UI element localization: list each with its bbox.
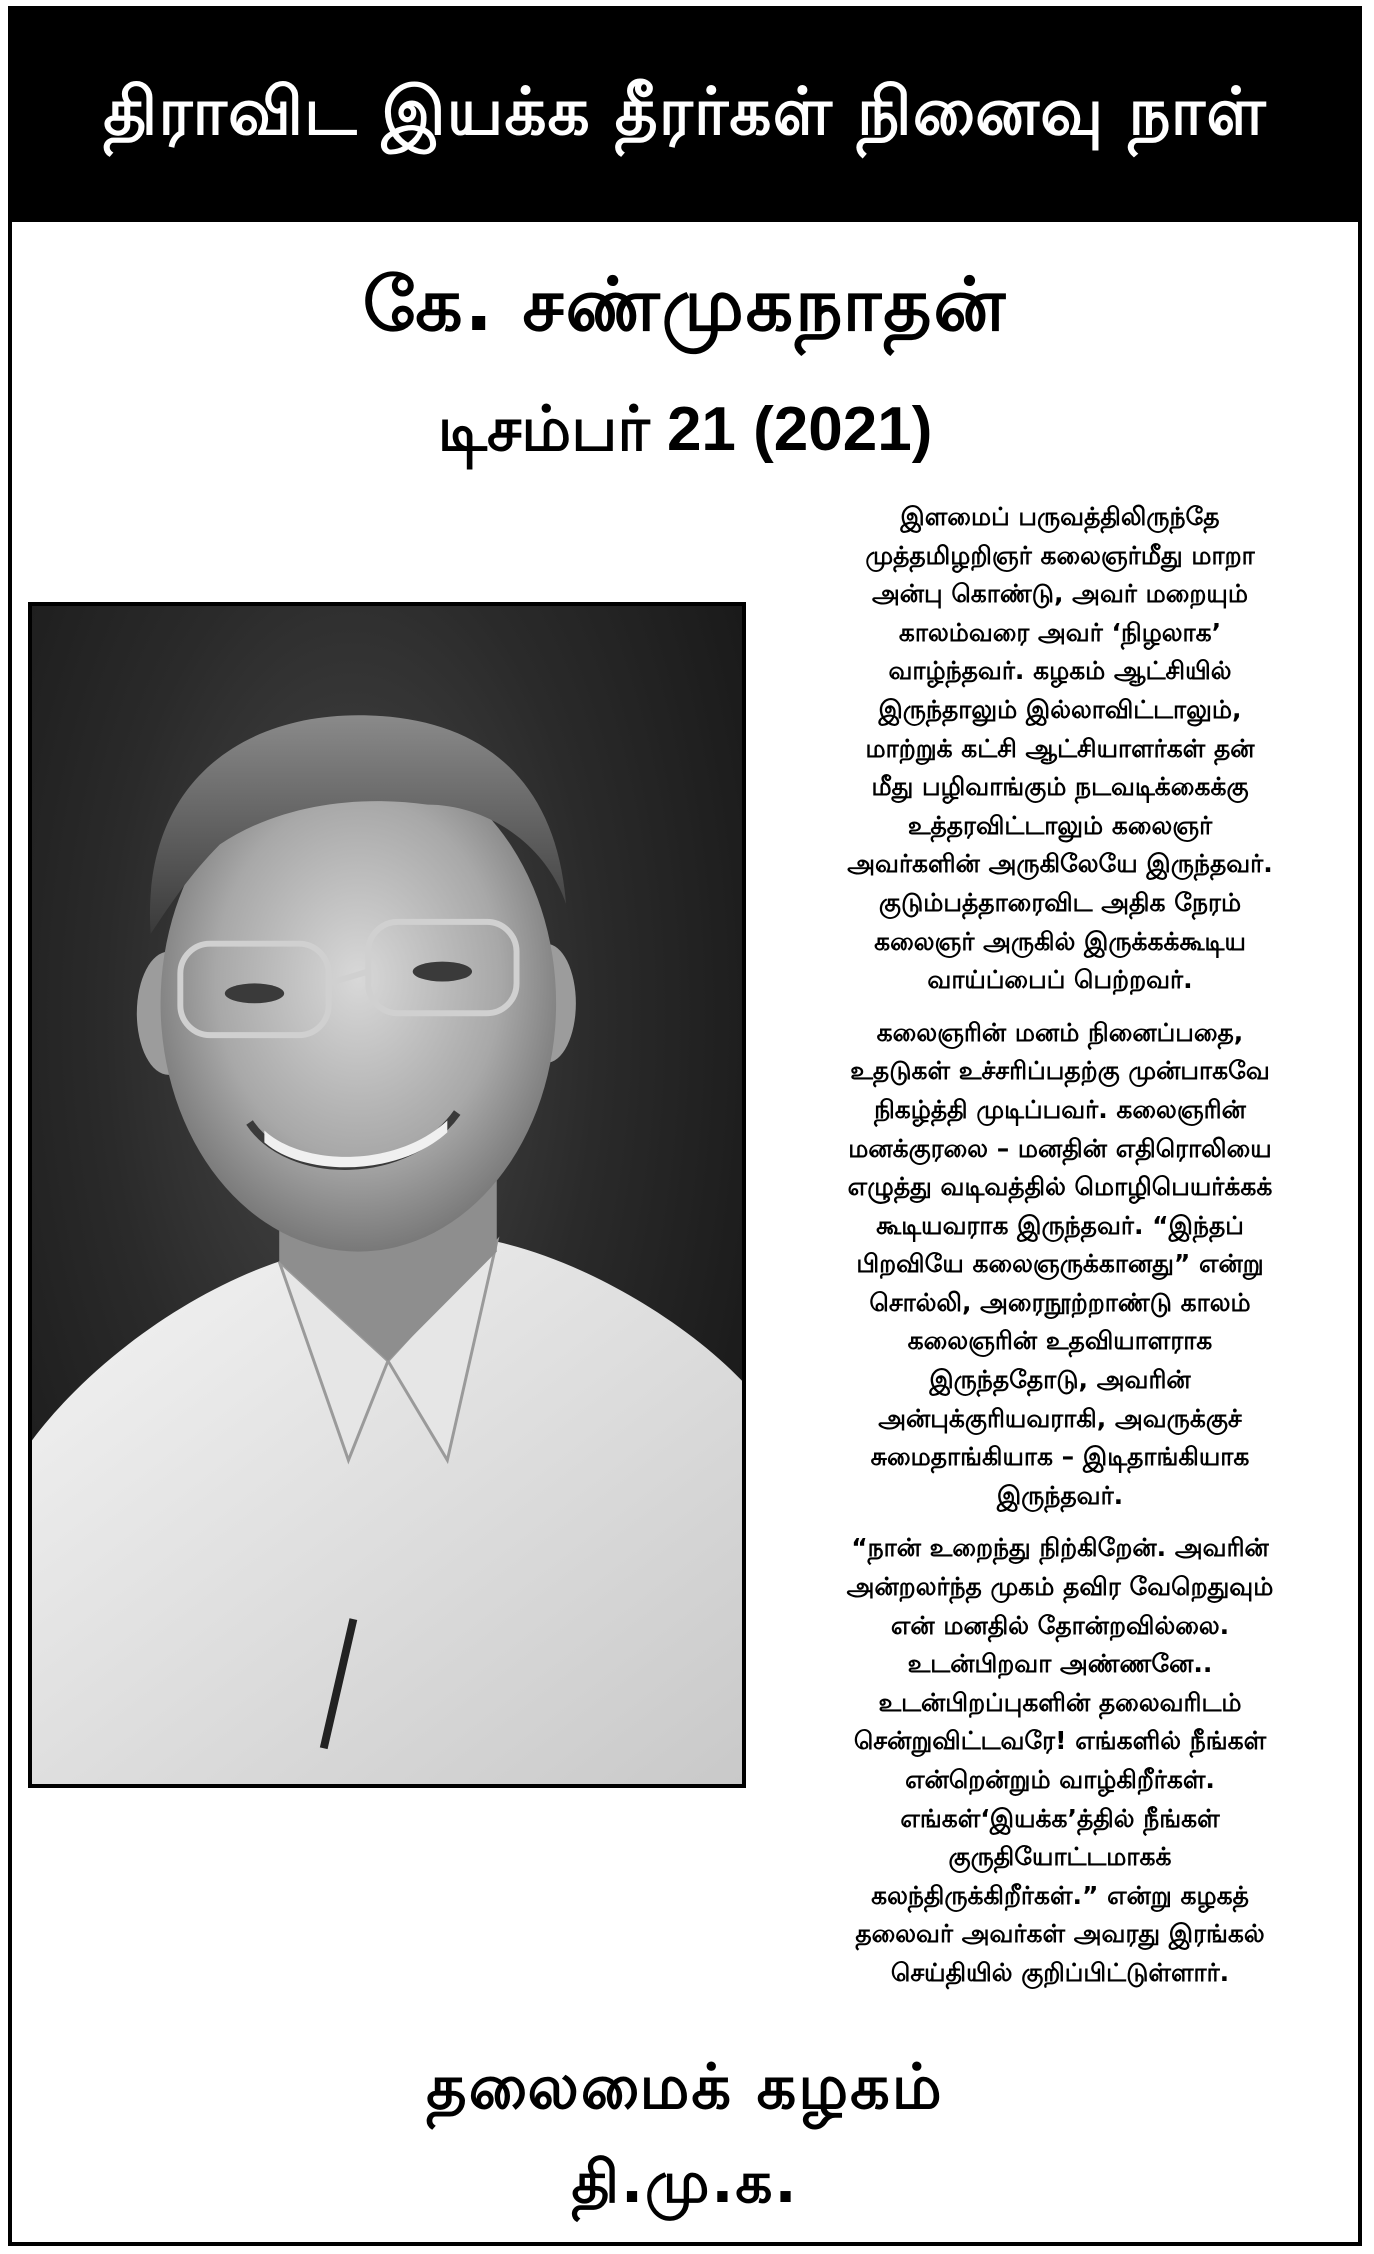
text-line: அன்றலர்ந்த முகம் தவிர வேறெதுவும் xyxy=(846,1572,1274,1602)
text-line: உத்தரவிட்டாலும் கலைஞர் xyxy=(907,810,1213,840)
text-line: உடன்பிறவா அண்ணனே.. xyxy=(907,1649,1213,1679)
tribute-paragraph-2 xyxy=(758,1014,1362,1516)
portrait-photo-icon xyxy=(32,606,742,1784)
text-line: இருந்தவர். xyxy=(996,1480,1124,1510)
text-line: எழுத்து வடிவத்தில் மொழிபெயர்க்கக் xyxy=(847,1172,1273,1202)
text-line: சொல்லி, அரைநூற்றாண்டு காலம் xyxy=(869,1287,1251,1317)
text-line: கலைஞரின் உதவியாளராக xyxy=(907,1326,1213,1356)
header-banner xyxy=(12,10,1358,222)
text-line: காலம்வரை அவர் ‘நிழலாக’ xyxy=(898,617,1222,647)
text-line: அவர்களின் அருகிலேயே இருந்தவர். xyxy=(847,849,1273,879)
text-line: மாற்றுக் கட்சி ஆட்சியாளர்கள் தன் xyxy=(865,733,1255,763)
text-line: வாய்ப்பைப் பெற்றவர். xyxy=(927,965,1193,995)
portrait-photo xyxy=(28,602,746,1788)
text-line: கலந்திருக்கிறீர்கள்.” என்று கழகத் xyxy=(871,1880,1249,1910)
text-line: நிகழ்த்தி முடிப்பவர். கலைஞரின் xyxy=(874,1094,1246,1124)
text-line: குருதியோட்டமாகக் xyxy=(948,1842,1172,1872)
text-line: மனக்குரலை – மனதின் எதிரொலியை xyxy=(848,1133,1272,1163)
text-line: அன்பு கொண்டு, அவர் மறையும் xyxy=(872,579,1248,609)
text-line: பிறவியே கலைஞருக்கானது” என்று xyxy=(856,1249,1264,1279)
text-line: கலைஞர் அருகில் இருக்கக்கூடிய xyxy=(874,926,1246,956)
text-line: “நான் உறைந்து நிற்கிறேன். அவரின் xyxy=(851,1533,1269,1563)
text-line: எங்கள்‘இயக்க’த்தில் நீங்கள் xyxy=(900,1803,1220,1833)
text-line: உதடுகள் உச்சரிப்பதற்கு முன்பாகவே xyxy=(850,1056,1270,1086)
text-line: இருந்தாலும் இல்லாவிட்டாலும், xyxy=(878,694,1242,724)
person-name: கே. சண்முகநாதன் xyxy=(362,262,1008,348)
text-line: மீது பழிவாங்கும் நடவடிக்கைக்கு xyxy=(871,772,1249,802)
text-line: சென்றுவிட்டவரே! எங்களில் நீங்கள் xyxy=(853,1726,1267,1756)
text-line: தலைவர் அவர்கள் அவரது இரங்கல் xyxy=(855,1919,1265,1949)
text-line: சுமைதாங்கியாக – இடிதாங்கியாக xyxy=(870,1442,1250,1472)
footer-organization: தலைமைக் கழகம் xyxy=(426,2050,944,2123)
tribute-paragraph-1 xyxy=(758,498,1362,1000)
text-line: அன்புக்குரியவராகி, அவருக்குச் xyxy=(878,1403,1242,1433)
obituary-notice xyxy=(8,6,1362,2246)
text-line: என் மனதில் தோன்றவில்லை. xyxy=(890,1610,1230,1640)
text-line: என்றென்றும் வாழ்கிறீர்கள். xyxy=(905,1765,1215,1794)
banner-title: திராவிட இயக்க தீரர்கள் நினைவு நாள் xyxy=(103,73,1267,150)
tribute-paragraph-3 xyxy=(758,1529,1362,1992)
text-line: கூடியவராக இருந்தவர். “இந்தப் xyxy=(876,1210,1244,1240)
memorial-date: டிசம்பர் 21 (2021) xyxy=(437,395,933,464)
text-line: இருந்ததோடு, அவரின் xyxy=(929,1365,1191,1395)
footer-party: தி.மு.க. xyxy=(571,2148,799,2216)
text-line: குடும்பத்தாரைவிட அதிக நேரம் xyxy=(878,887,1242,917)
text-line: கலைஞரின் மனம் நினைப்பதை, xyxy=(876,1017,1244,1047)
tribute-text xyxy=(758,498,1362,2007)
text-line: உடன்பிறப்புகளின் தலைவரிடம் xyxy=(878,1687,1242,1717)
text-line: முத்தமிழறிஞர் கலைஞர்மீது மாறா xyxy=(865,540,1255,570)
text-line: வாழ்ந்தவர். கழகம் ஆட்சியில் xyxy=(888,656,1232,686)
text-line: செய்தியில் குறிப்பிட்டுள்ளார். xyxy=(890,1957,1230,1987)
text-line: இளமைப் பருவத்திலிருந்தே xyxy=(900,502,1220,531)
